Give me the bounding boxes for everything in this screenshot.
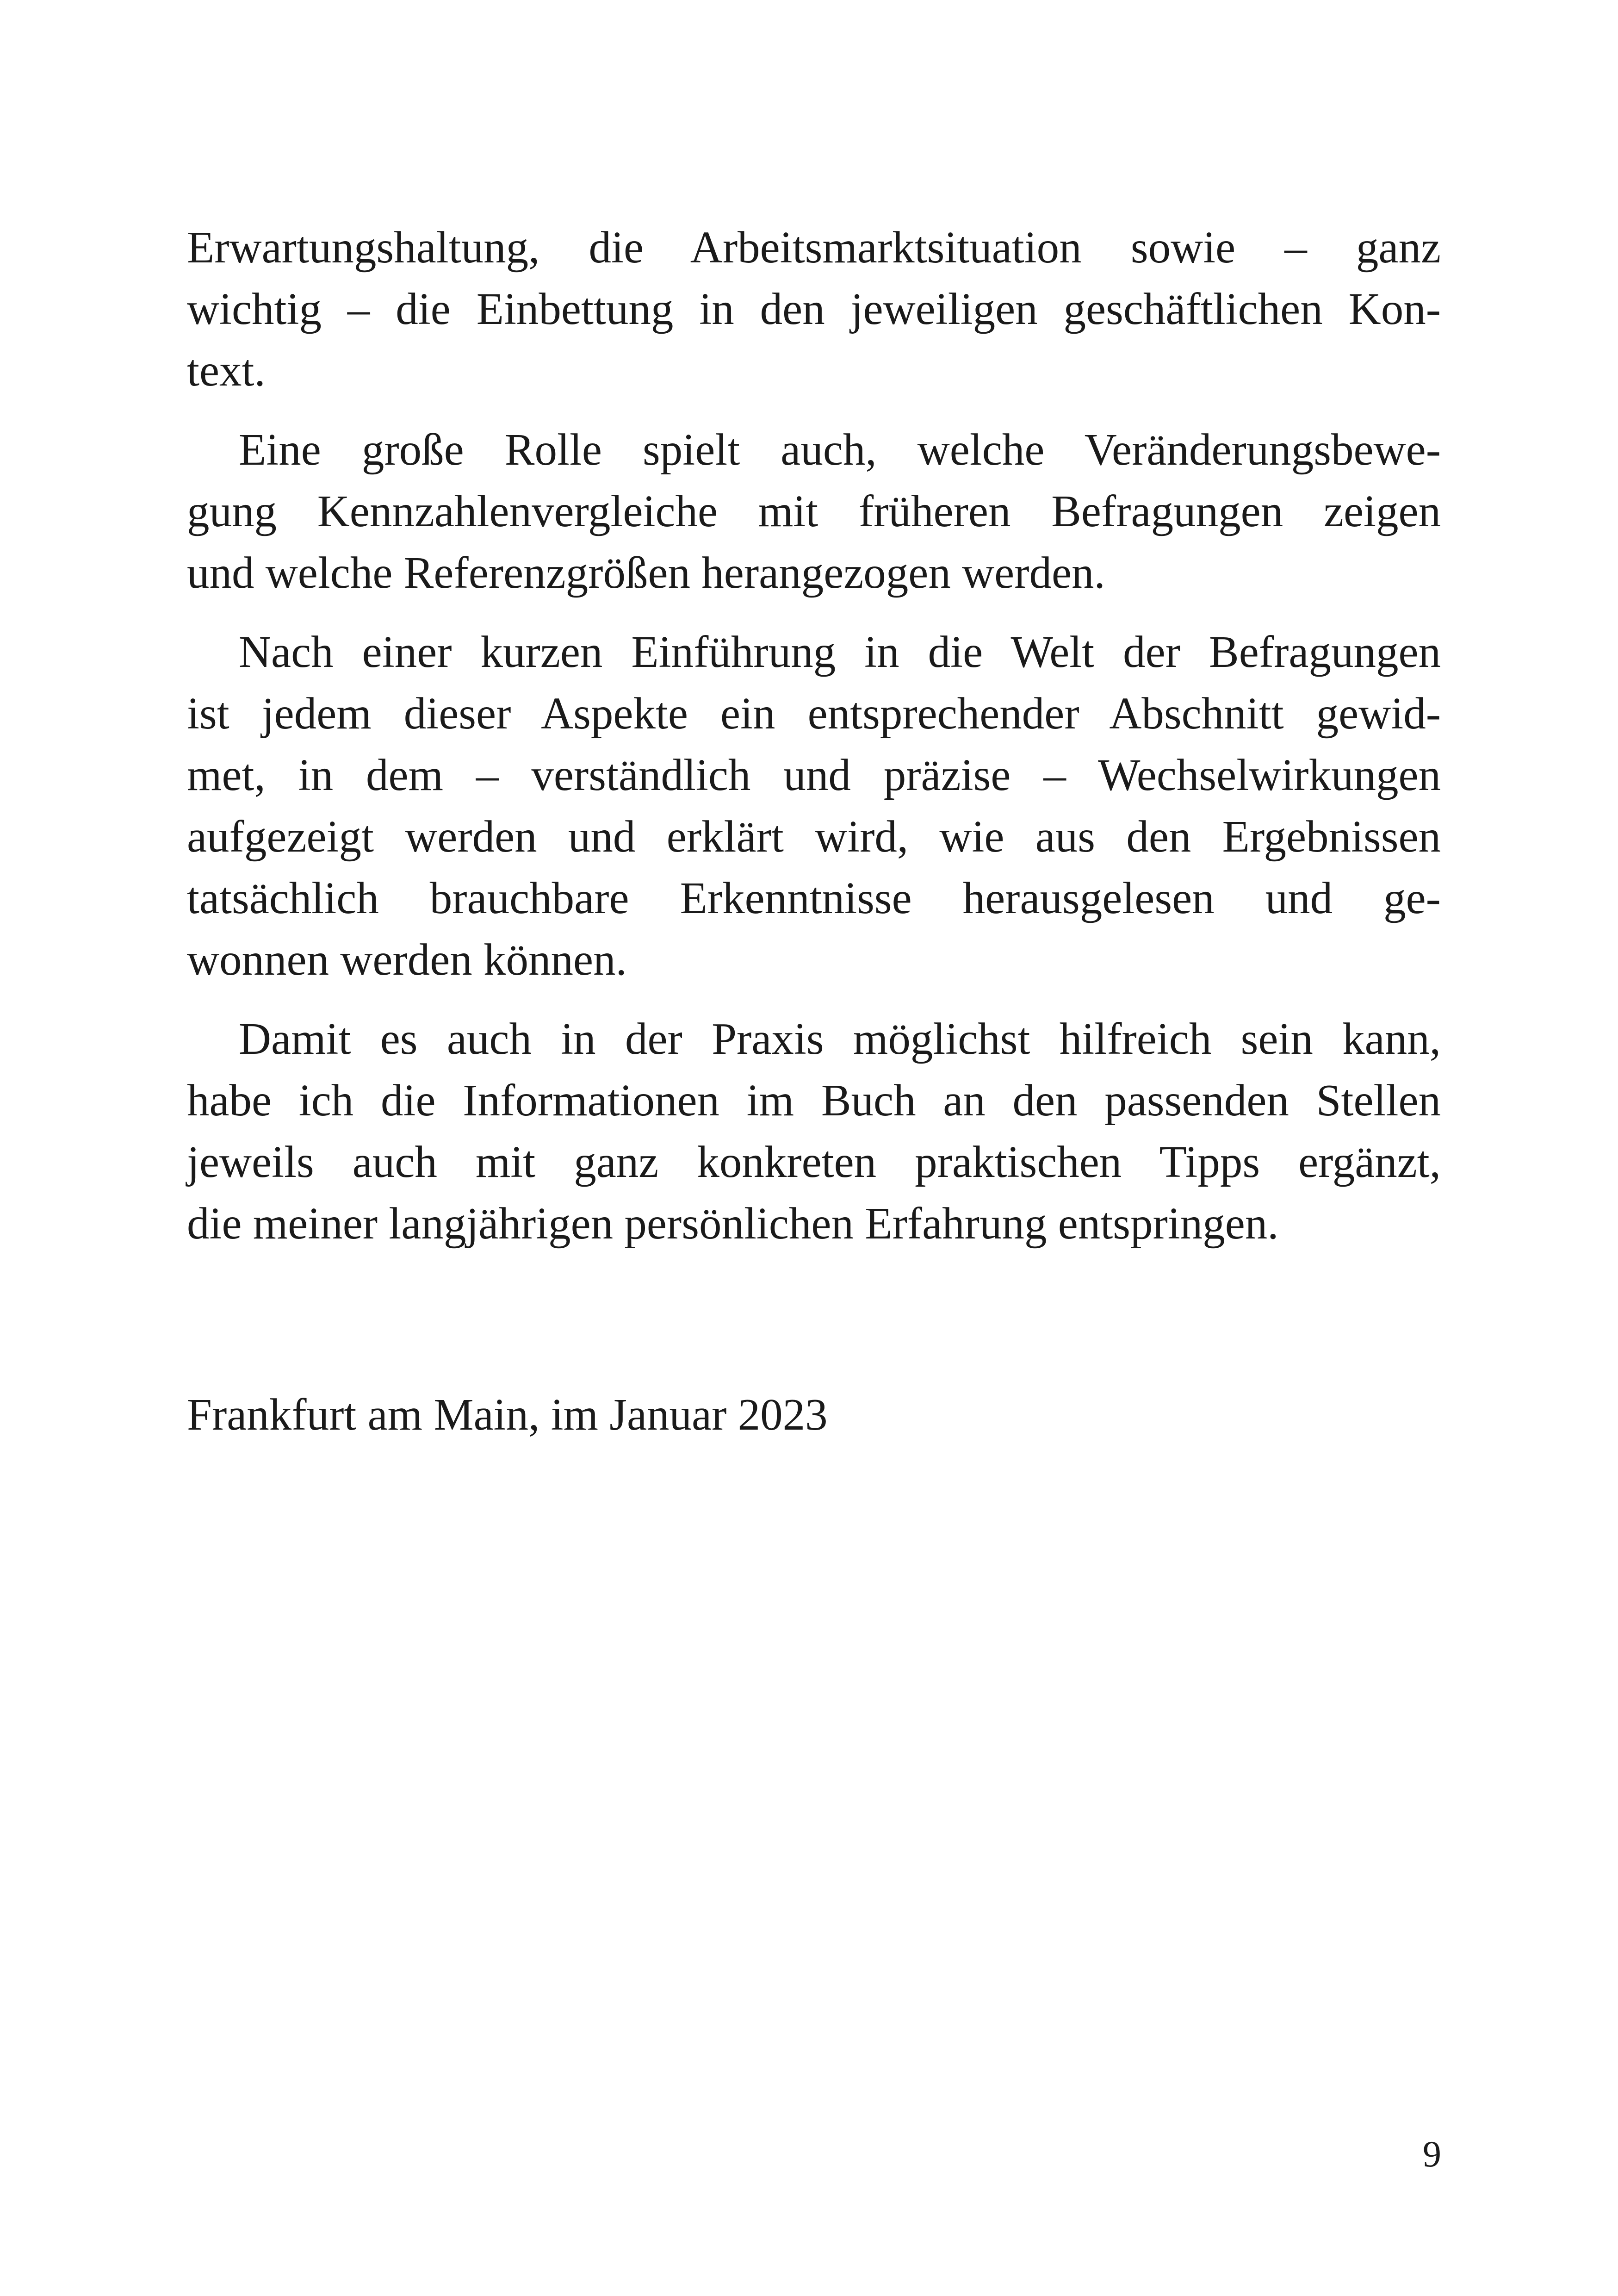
text-line: ist jedem dieser Aspekte ein entsprechender Abschnitt gewid- bbox=[187, 689, 1441, 738]
text-line: wichtig – die Einbettung in den jeweiligen geschäftlichen Kon- bbox=[187, 284, 1441, 334]
text-line: die meiner langjährigen persönlichen Erfahrung entspringen. bbox=[187, 1199, 1279, 1248]
paragraph-4 bbox=[187, 1008, 1441, 1254]
page-number: 9 bbox=[1423, 2134, 1441, 2175]
text-line: text. bbox=[187, 346, 266, 395]
text-line: wonnen werden können. bbox=[187, 935, 627, 984]
text-line: aufgezeigt werden und erklärt wird, wie aus den Ergebnissen bbox=[187, 812, 1441, 861]
text-line: Erwartungshaltung, die Arbeitsmarktsituation sowie – ganz bbox=[187, 223, 1441, 272]
text-line: Eine große Rolle spielt auch, welche Veränderungsbewe- bbox=[239, 425, 1441, 474]
paragraph-1 bbox=[187, 217, 1441, 401]
paragraph-2 bbox=[187, 419, 1441, 604]
body-text bbox=[187, 217, 1441, 1254]
text-line: jeweils auch mit ganz konkreten praktischen Tipps ergänzt, bbox=[187, 1137, 1441, 1187]
text-line: met, in dem – verständlich und präzise – Wechselwirkungen bbox=[187, 750, 1441, 800]
text-line: gung Kennzahlenvergleiche mit früheren Befragungen zeigen bbox=[187, 486, 1441, 536]
text-line: und welche Referenzgrößen herangezogen werden. bbox=[187, 548, 1105, 597]
paragraph-3 bbox=[187, 621, 1441, 990]
text-line: tatsächlich brauchbare Erkenntnisse herausgelesen und ge- bbox=[187, 873, 1441, 923]
text-line: Nach einer kurzen Einführung in die Welt der Befragungen bbox=[239, 627, 1441, 677]
place-date-line: Frankfurt am Main, im Januar 2023 bbox=[187, 1390, 828, 1439]
text-line: habe ich die Informationen im Buch an den passenden Stellen bbox=[187, 1076, 1441, 1125]
text-line: Damit es auch in der Praxis möglichst hilfreich sein kann, bbox=[239, 1014, 1441, 1064]
